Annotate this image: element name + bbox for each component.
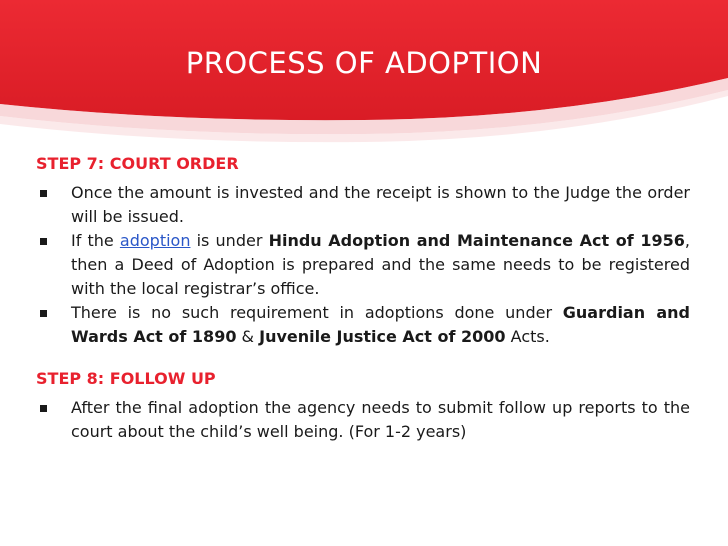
slide-content <box>36 153 690 444</box>
bullet-text: Acts. <box>505 327 550 346</box>
step7-bullet-2 <box>36 229 690 301</box>
bullet-text: & <box>236 327 260 346</box>
step7-bullet-1-text: Once the amount is invested and the receipt is shown to the Judge the order will be issued. <box>71 183 690 226</box>
step8-heading: STEP 8: FOLLOW UP <box>36 369 216 388</box>
step7-bullet-3 <box>36 301 690 349</box>
bullet-text: , then a Deed of Adoption is prepared and the same needs to be registered with the local registrar’s office. <box>71 231 690 298</box>
square-bullet-icon <box>40 238 47 245</box>
step7-heading: STEP 7: COURT ORDER <box>36 154 239 173</box>
guardian-wards-act: Guardian and Wards Act of 1890 <box>71 303 691 346</box>
square-bullet-icon <box>40 190 47 197</box>
bullet-text: is under <box>190 231 269 250</box>
step7-bullet-list <box>36 181 690 349</box>
hindu-adoption-act: Hindu Adoption and Maintenance Act of 1956 <box>268 231 685 250</box>
juvenile-justice-act: Juvenile Justice Act of 2000 <box>259 327 506 346</box>
step8-bullet-1-text: After the final adoption the agency needs to submit follow up reports to the court about the child’s well being. (For 1-2 years) <box>71 398 690 441</box>
adoption-link[interactable]: adoption <box>119 231 191 250</box>
bullet-text: There is no such requirement in adoptions done under <box>71 303 563 322</box>
bullet-text: If the <box>71 231 120 250</box>
slide-title: PROCESS OF ADOPTION <box>185 46 543 80</box>
square-bullet-icon <box>40 405 47 412</box>
step7-bullet-1 <box>36 181 690 229</box>
step8-bullet-1 <box>36 396 690 444</box>
step8-bullet-list <box>36 396 690 444</box>
square-bullet-icon <box>40 310 47 317</box>
